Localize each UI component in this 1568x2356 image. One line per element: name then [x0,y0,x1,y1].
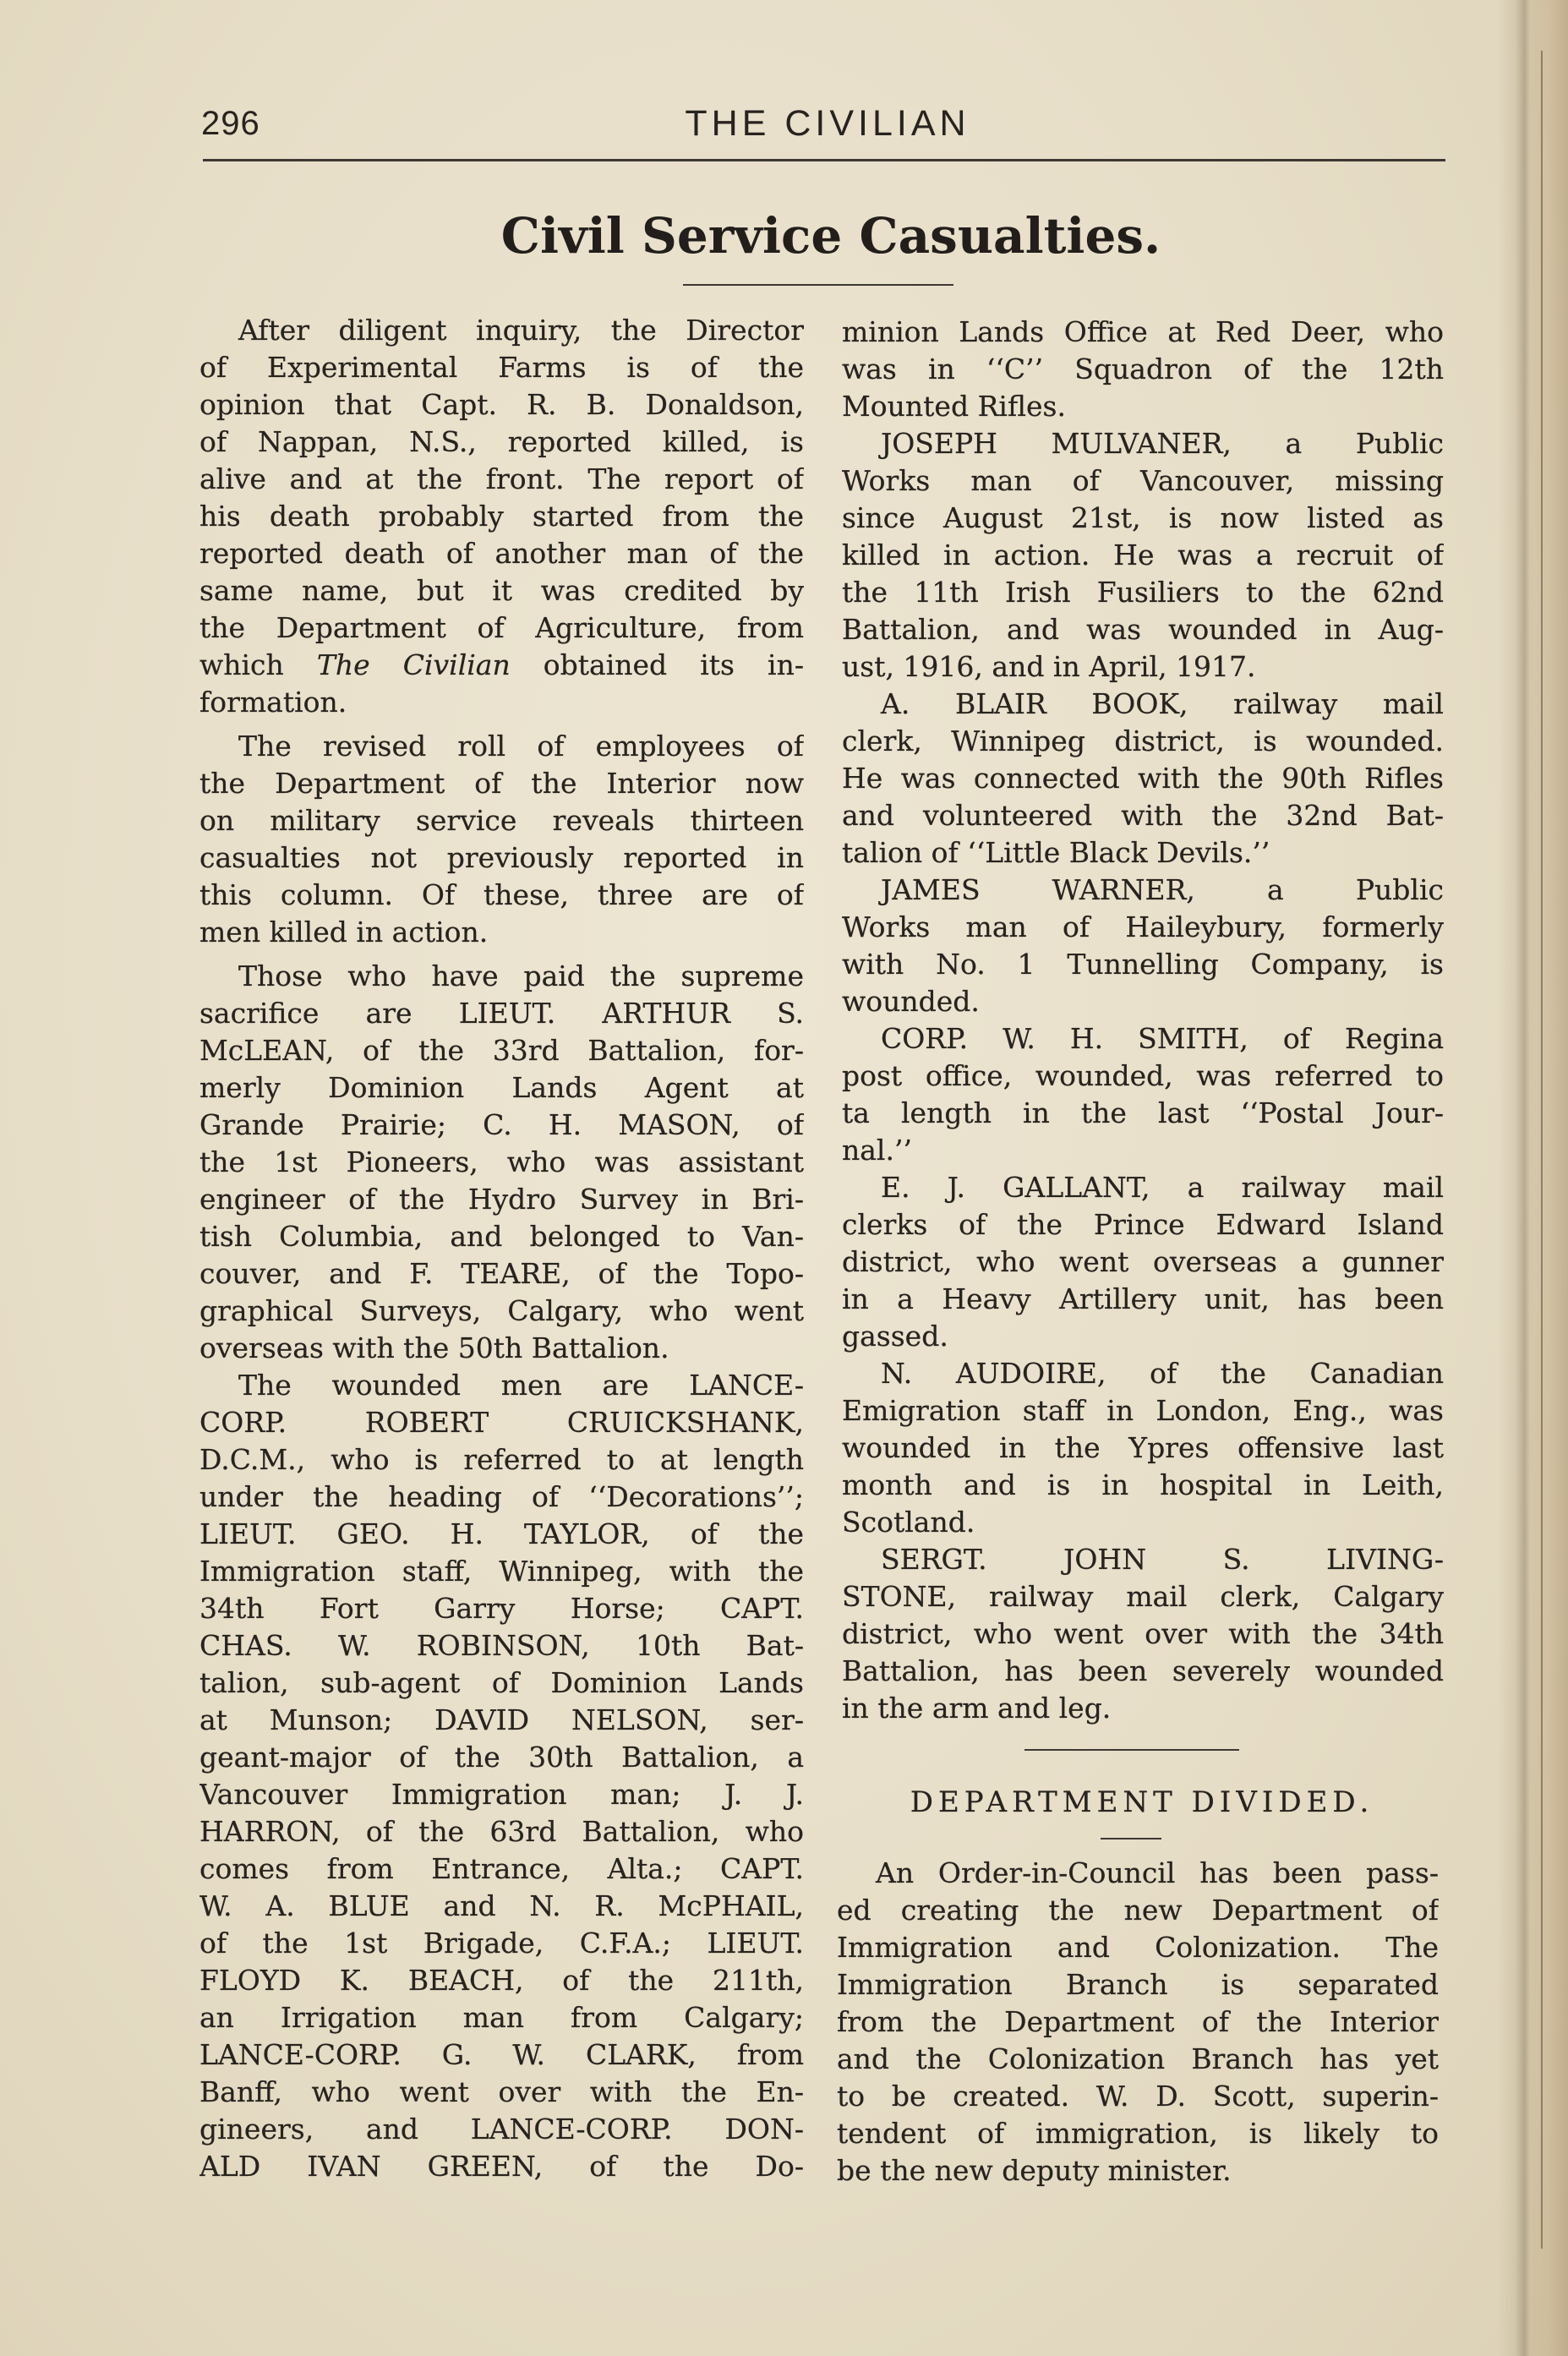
paragraph [842,1169,1444,1355]
page-edge-line [1541,51,1543,2249]
paragraph [199,958,804,1367]
text-line: D.C.M., who is referred to at length [199,1443,804,1476]
text-line: engineer of the Hydro Survey in Bri- [199,1183,804,1216]
text-line: geant-major of the 30th Battalion, a [199,1741,804,1774]
text-line: CORP. ROBERT CRUICKSHANK, [199,1406,804,1439]
text-line: LIEUT. GEO. H. TAYLOR, of the [199,1517,804,1550]
text-line: Emigration staff in London, Eng., was [842,1394,1444,1427]
text-line: killed in action. He was a recruit of [842,538,1444,571]
text-line: and volunteered with the 32nd Bat- [842,799,1444,832]
text-line: of Nappan, N.S., reported killed, is [199,425,804,458]
text-line: CHAS. W. ROBINSON, 10th Bat- [199,1629,804,1662]
text-line: Works man of Haileybury, formerly [842,910,1444,943]
text-line: district, who went over with the 34th [842,1617,1444,1650]
text-line: The revised roll of employees of [238,730,804,763]
text-line: N. AUDOIRE, of the Canadian [881,1357,1444,1390]
text-line: Vancouver Immigration man; J. J. [199,1778,804,1811]
text-line: in the arm and leg. [842,1692,1112,1725]
text-line: Immigration and Colonization. The [837,1931,1439,1964]
text-line: Those who have paid the supreme [238,959,804,992]
text-line: nal.’’ [842,1134,912,1167]
italic-publication-name: The Civilian [316,648,511,681]
paragraph [842,872,1444,1020]
text-line: Mounted Rifles. [842,390,1066,423]
text-line: reported death of another man of the [199,537,804,570]
text-line: tendent of immigration, is likely to [837,2117,1439,2150]
text-line: An Order-in-Council has been pass- [876,1856,1439,1889]
text-line: tish Columbia, and belonged to Van- [199,1220,804,1253]
text-line: couver, and F. TEARE, of the Topo- [199,1257,804,1290]
text-line: district, who went overseas a gunner [842,1245,1444,1278]
text-line: casualties not previously reported in [199,841,804,874]
paragraph [842,686,1444,872]
text-line: men killed in action. [199,916,489,948]
paragraph [199,728,804,951]
text-line: to be created. W. D. Scott, superin- [837,2080,1439,2113]
text-line: W. A. BLUE and N. R. McPHAIL, [199,1889,804,1922]
page-edge-shadow [1498,0,1568,2356]
text-line: overseas with the 50th Battalion. [199,1331,669,1364]
paragraph [842,425,1444,686]
text-line: Immigration Branch is separated [837,1968,1439,2001]
text-line: since August 21st, is now listed as [842,501,1444,534]
text-line: HARRON, of the 63rd Battalion, who [199,1815,804,1848]
heading-rule [1101,1838,1161,1839]
text-line: JAMES WARNER, a Public [881,873,1444,906]
text-line: ALD IVAN GREEN, of the Do- [199,2150,804,2183]
text-line: He was connected with the 90th Rifles [842,762,1444,795]
text-line: this column. Of these, three are of [199,878,804,911]
text-line: wounded. [842,985,980,1018]
text-segment: which [199,648,317,681]
text-line: from the Department of the Interior [837,2005,1439,2038]
left-column [199,312,804,2185]
section-separator-rule [1024,1749,1239,1751]
article-title: Civil Service Casualties. [500,207,1161,265]
text-line: under the heading of ‘‘Decorations’’; [199,1480,804,1513]
text-line: CORP. W. H. SMITH, of Regina [881,1022,1444,1055]
text-line: The wounded men are LANCE- [238,1369,804,1402]
text-line: STONE, railway mail clerk, Calgary [842,1580,1444,1613]
text-line: an Irrigation man from Calgary; [199,2001,804,2034]
text-line: A. BLAIR BOOK, railway mail [881,687,1444,720]
text-line [199,647,804,684]
paragraph [837,1855,1439,2189]
text-line: E. J. GALLANT, a railway mail [881,1171,1444,1204]
text-line: of Experimental Farms is of the [199,351,804,384]
text-line: gassed. [842,1320,948,1353]
text-line: month and is in hospital in Leith, [842,1468,1444,1501]
text-line: opinion that Capt. R. B. Donaldson, [199,388,804,421]
text-line: the Department of Agriculture, from [199,611,804,644]
text-line: JOSEPH MULVANER, a Public [881,427,1444,460]
paragraph [199,1367,804,2185]
text-line: McLEAN, of the 33rd Battalion, for- [199,1034,804,1067]
text-line: on military service reveals thirteen [199,804,804,837]
paragraph [842,314,1444,425]
text-line: Scotland. [842,1506,975,1539]
text-line: was in ‘‘C’’ Squadron of the 12th [842,353,1444,385]
text-line: clerks of the Prince Edward Island [842,1208,1444,1241]
text-line: Battalion, and was wounded in Aug- [842,613,1444,646]
text-line: his death probably started from the [199,500,804,533]
publication-title: THE CIVILIAN [685,103,970,144]
text-line: merly Dominion Lands Agent at [199,1071,804,1104]
text-line: Grande Prairie; C. H. MASON, of [199,1108,804,1141]
text-line: post office, wounded, was referred to [842,1059,1444,1092]
text-line: Works man of Vancouver, missing [842,464,1444,497]
text-line: the 1st Pioneers, who was assistant [199,1145,804,1178]
text-line: 34th Fort Garry Horse; CAPT. [199,1592,804,1625]
text-line: Banff, who went over with the En- [199,2075,804,2108]
paragraph [842,1541,1444,1727]
text-line: the Department of the Interior now [199,767,804,800]
text-line: minion Lands Office at Red Deer, who [842,315,1444,348]
section-heading: DEPARTMENT DIVIDED. [910,1785,1374,1819]
title-rule [683,284,953,286]
text-line: After diligent inquiry, the Director [238,314,804,347]
header-rule [203,159,1445,161]
text-line: wounded in the Ypres offensive last [842,1431,1444,1464]
text-line: clerk, Winnipeg district, is wounded. [842,724,1444,757]
text-line: FLOYD K. BEACH, of the 211th, [199,1964,804,1997]
text-line: sacrifice are LIEUT. ARTHUR S. [199,997,804,1030]
text-line: ed creating the new Department of [837,1894,1439,1927]
text-line: with No. 1 Tunnelling Company, is [842,948,1444,981]
text-line: Immigration staff, Winnipeg, with the [199,1555,804,1588]
text-line: ta length in the last ‘‘Postal Jour- [842,1096,1444,1129]
text-line: ust, 1916, and in April, 1917. [842,650,1256,683]
text-line: SERGT. JOHN S. LIVING- [881,1543,1444,1576]
paragraph [842,1355,1444,1541]
text-line: comes from Entrance, Alta.; CAPT. [199,1852,804,1885]
paragraph [842,1020,1444,1169]
text-line: at Munson; DAVID NELSON, ser- [199,1703,804,1736]
text-line: be the new deputy minister. [837,2154,1232,2187]
text-line: and the Colonization Branch has yet [837,2042,1439,2075]
text-line: graphical Surveys, Calgary, who went [199,1294,804,1327]
text-line: formation. [199,686,347,719]
text-line: same name, but it was credited by [199,574,804,607]
text-line: LANCE-CORP. G. W. CLARK, from [199,2038,804,2071]
text-segment: obtained its in- [510,648,804,681]
text-line: of the 1st Brigade, C.F.A.; LIEUT. [199,1927,804,1960]
page-number: 296 [201,105,260,142]
text-line: in a Heavy Artillery unit, has been [842,1282,1444,1315]
section-body [837,1855,1439,2189]
text-line: Battalion, has been severely wounded [842,1654,1444,1687]
text-line: the 11th Irish Fusiliers to the 62nd [842,576,1444,609]
text-line: gineers, and LANCE-CORP. DON- [199,2113,804,2146]
right-column [842,314,1444,1727]
text-line: talion of ‘‘Little Black Devils.’’ [842,836,1270,869]
text-line: talion, sub-agent of Dominion Lands [199,1666,804,1699]
text-line: alive and at the front. The report of [199,462,804,495]
paragraph [199,312,804,721]
